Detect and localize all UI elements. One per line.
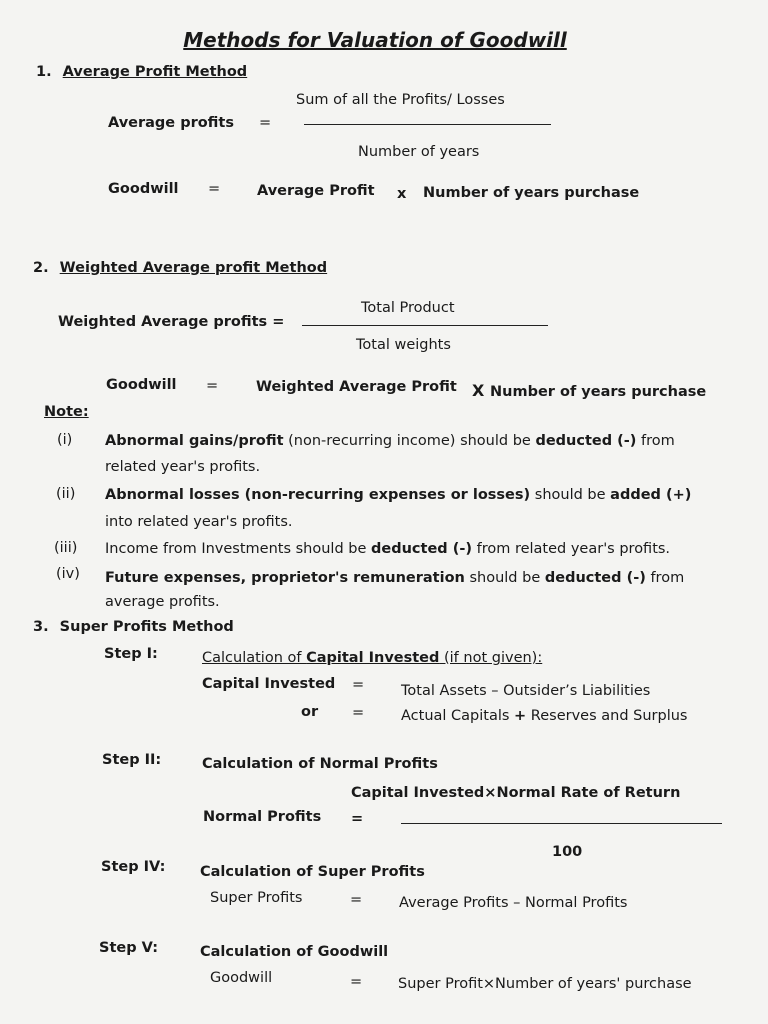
equals-sign: = xyxy=(351,811,364,827)
goodwill-term-a: Average Profit xyxy=(257,183,375,199)
step-text: Calculation of xyxy=(202,650,307,666)
capital-invested-alt-rhs xyxy=(401,708,687,724)
capital-invested-lhs: Capital Invested xyxy=(202,676,336,692)
step-bold-text: Capital Invested xyxy=(306,650,440,666)
step-text: (if not given): xyxy=(439,650,543,666)
note-bold-text: Abnormal losses (non-recurring expenses or losses) xyxy=(105,487,531,503)
section-1-heading xyxy=(36,64,247,80)
note-number: (i) xyxy=(57,432,73,448)
page-title: Methods for Valuation of Goodwill xyxy=(183,28,567,52)
step-1-title xyxy=(202,650,542,666)
note-label: Note: xyxy=(44,404,89,420)
note-bold-text: added (+) xyxy=(610,487,692,503)
multiply-sign: x xyxy=(397,186,407,202)
note-text: (non-recurring income) should be xyxy=(283,433,536,449)
step-5-title: Calculation of Goodwill xyxy=(200,944,389,960)
weighted-lhs: Weighted Average profits = xyxy=(58,314,285,330)
step-4-title: Calculation of Super Profits xyxy=(200,864,425,880)
goodwill-term-a: Weighted Average Profit xyxy=(256,379,457,395)
normal-profit-numerator: Capital Invested×Normal Rate of Return xyxy=(351,785,681,801)
section-number: 2. xyxy=(33,260,49,276)
note-item-i xyxy=(105,433,675,449)
weighted-numerator: Total Product xyxy=(361,300,455,316)
section-3-heading xyxy=(33,619,234,635)
note-bold-text: Future expenses, proprietor's remuneration xyxy=(105,570,465,586)
note-item-iv-continued: average profits. xyxy=(105,594,220,610)
avg-profit-denominator: Number of years xyxy=(358,144,480,160)
super-profit-lhs: Super Profits xyxy=(210,890,303,906)
step-label: Step V: xyxy=(99,940,159,956)
normal-profit-denominator: 100 xyxy=(552,844,583,860)
avg-profit-lhs: Average profits xyxy=(108,115,234,131)
note-text: from xyxy=(636,433,675,449)
note-text: from xyxy=(645,570,685,586)
equals-sign: = xyxy=(206,378,219,394)
note-bold-text: deducted (-) xyxy=(535,433,637,449)
note-item-iv xyxy=(105,570,684,586)
note-number: (ii) xyxy=(56,486,76,502)
note-bold-text: Abnormal gains/profit xyxy=(105,433,284,449)
equals-sign: = xyxy=(208,181,221,197)
note-bold-text: deducted (-) xyxy=(544,570,646,586)
note-item-ii-continued: into related year's profits. xyxy=(105,514,293,530)
fraction-bar xyxy=(302,325,548,326)
section-number: 1. xyxy=(36,64,52,80)
equals-sign: = xyxy=(350,892,363,908)
normal-profit-lhs: Normal Profits xyxy=(203,809,322,825)
equals-sign: = xyxy=(352,705,365,721)
equals-sign: = xyxy=(352,677,365,693)
weighted-denominator: Total weights xyxy=(356,337,451,353)
note-text: should be xyxy=(530,487,611,503)
note-bold-text: deducted (-) xyxy=(371,541,472,557)
note-item-iii xyxy=(105,541,670,557)
note-item-i-continued: related year's profits. xyxy=(105,459,261,475)
step-label: Step I: xyxy=(104,646,158,662)
section-title: Super Profits Method xyxy=(59,619,234,635)
equals-sign: = xyxy=(259,115,272,131)
avg-profit-numerator: Sum of all the Profits/ Losses xyxy=(296,92,505,108)
goodwill-term-b: Number of years purchase xyxy=(423,185,640,201)
super-profit-rhs: Average Profits – Normal Profits xyxy=(399,895,628,911)
note-text: from related year's profits. xyxy=(471,541,671,557)
fraction-bar xyxy=(401,823,722,824)
note-number: (iv) xyxy=(56,566,80,582)
fraction-bar xyxy=(304,124,551,125)
multiply-sign: X xyxy=(472,381,485,400)
capital-invested-rhs: Total Assets – Outsider’s Liabilities xyxy=(401,683,651,699)
formula-text: Reserves and Surplus xyxy=(526,708,688,724)
note-item-ii xyxy=(105,487,691,503)
equals-sign: = xyxy=(350,974,363,990)
step-label: Step IV: xyxy=(101,859,166,875)
step-label: Step II: xyxy=(102,752,162,768)
plus-sign: + xyxy=(514,708,527,724)
goodwill-lhs: Goodwill xyxy=(210,970,273,986)
section-number: 3. xyxy=(33,619,49,635)
goodwill-term-b: Number of years purchase xyxy=(490,384,707,400)
section-title: Average Profit Method xyxy=(62,64,248,80)
section-2-heading xyxy=(33,260,327,276)
section-title: Weighted Average profit Method xyxy=(59,260,328,276)
note-text: Income from Investments should be xyxy=(105,541,371,557)
or-label: or xyxy=(301,704,319,720)
goodwill-lhs: Goodwill xyxy=(106,377,177,393)
goodwill-lhs: Goodwill xyxy=(108,181,179,197)
note-text: should be xyxy=(464,570,545,586)
step-2-title: Calculation of Normal Profits xyxy=(202,756,438,772)
note-number: (iii) xyxy=(54,540,78,556)
goodwill-rhs: Super Profit×Number of years' purchase xyxy=(398,976,692,992)
formula-text: Actual Capitals xyxy=(401,708,515,724)
